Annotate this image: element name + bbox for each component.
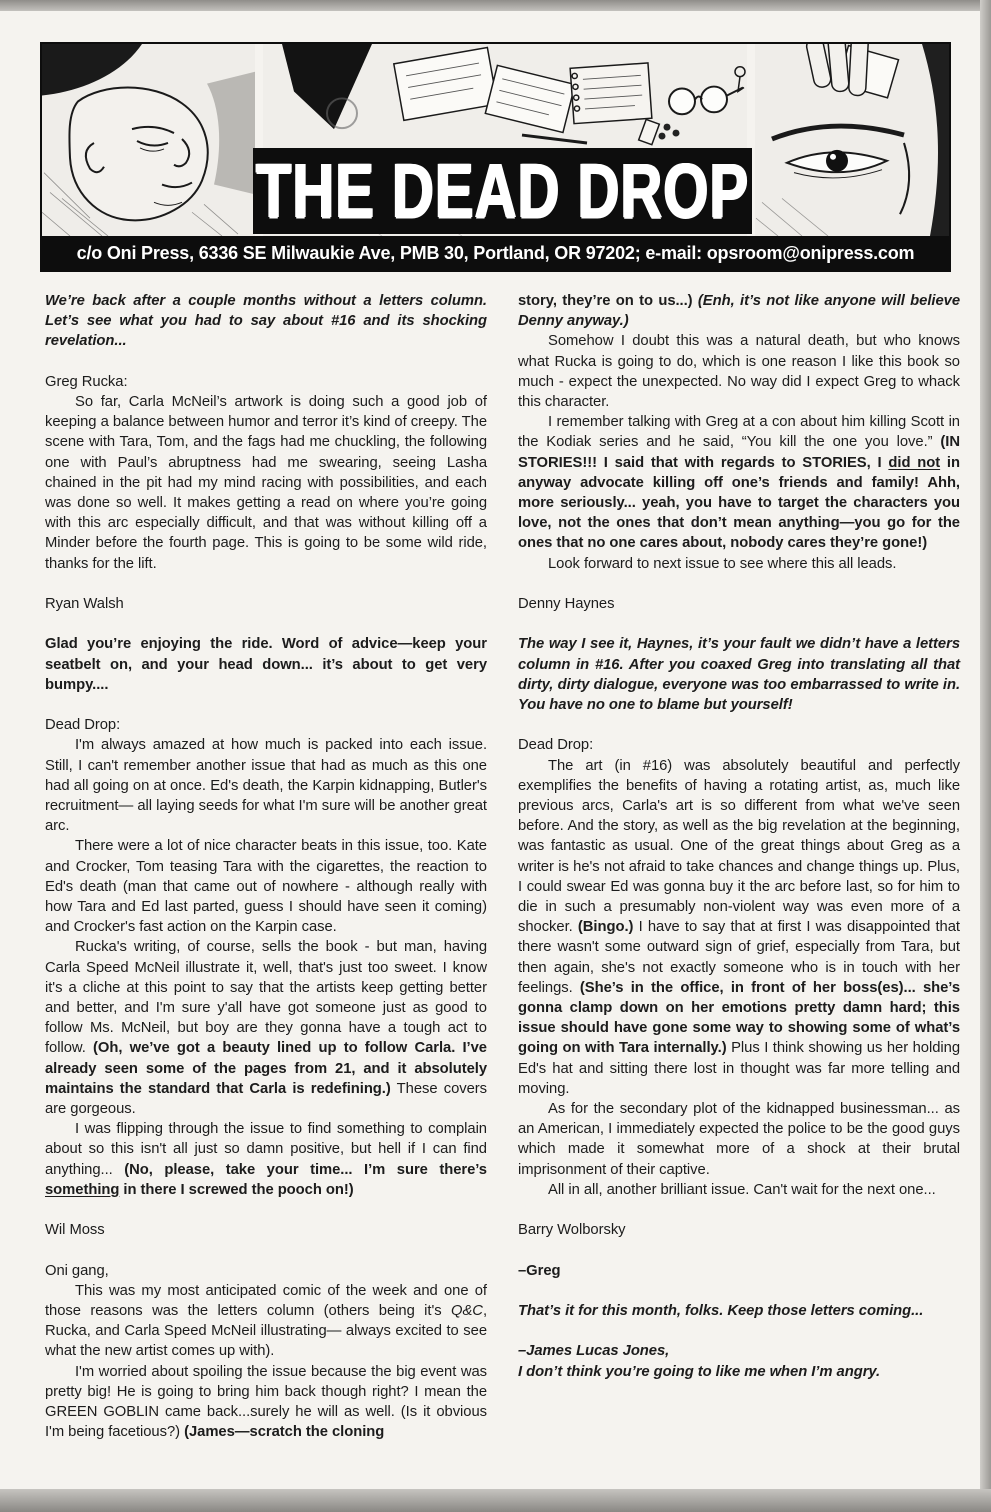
text-run: (IN STORIES!!! I said that with regards to STORIES, I [518, 434, 960, 471]
letter-paragraph [45, 937, 487, 1119]
text-run: I'm worried about spoiling the issue because the big event was pretty big! He is going to bring him back though right? I mean the GREEN GOBLIN came back...surely he will as well. (Is it obvious I'm being facetious?) [45, 1363, 487, 1441]
text-run: (Oh, we’ve got a beauty lined up to follow Carla. I’ve already seen some of the pages from 21, and it absolutely maintains the standard that Carla is redefining.) [45, 1040, 487, 1097]
letter-paragraph [518, 1180, 960, 1200]
letter-paragraph [45, 1362, 487, 1443]
text-run: I don’t think you’re going to like me when I’m angry. [518, 1363, 881, 1380]
text-run: I have to say that at first I was disappointed that there wasn't some outward sign of grief, especially from Tara, but then again, she's not exactly someone who is in touch with her feelings. [518, 919, 960, 996]
text-run: That’s it for this month, folks. Keep those letters coming... [518, 1303, 924, 1320]
dead-man-face-art [42, 44, 255, 236]
letter-paragraph [45, 836, 487, 937]
text-run: Ryan Walsh [45, 596, 124, 613]
text-run: (Enh, it’s not like anyone will believe Denny anyway.) [518, 293, 961, 330]
closing-tagline [518, 1362, 960, 1382]
letter-paragraph [45, 1119, 487, 1200]
letter-paragraph [518, 554, 960, 574]
title-box [253, 148, 752, 234]
salutation-dead-drop [45, 715, 487, 735]
letter-paragraph [45, 392, 487, 574]
text-run: Oni gang, [45, 1262, 109, 1279]
signature-wil-moss [45, 1220, 487, 1240]
text-run: Denny Haynes [518, 596, 615, 613]
letter-paragraph [45, 1281, 487, 1362]
right-column [518, 291, 960, 1442]
signature-james-lucas-jones [518, 1341, 960, 1361]
text-run: in anyway advocate killing off one’s friends and family! Ahh, more seriously... yeah, you have to target the characters you love, not the ones that don’t mean anything—you go for the ones that no one cares about, nobody cares they’re gone!) [518, 454, 960, 552]
scan-edge-top [0, 0, 991, 11]
page-title: THE DEAD DROP [255, 148, 750, 234]
text-run: story, they’re on to us...) [518, 293, 698, 309]
text-run: We’re back after a couple months without a letters column. Let’s see what you had to say about #16 and its shocking revelation... [45, 293, 487, 350]
letter-paragraph [518, 412, 960, 553]
intro-note [45, 291, 487, 352]
text-run: , Rucka, and Carla Speed McNeil illustrating— always excited to see what the new artist comes up with). [45, 1303, 487, 1360]
address-bar [42, 236, 949, 270]
scan-edge-bottom [0, 1489, 991, 1512]
text-run: I was flipping through the issue to find something to complain about so this isn't all just so damn positive, but hell if I can find anything... [45, 1121, 487, 1178]
text-run: (No, please, take your time... I’m sure there’s [124, 1161, 487, 1178]
editor-reply [518, 634, 960, 715]
text-run: All in all, another brilliant issue. Can't wait for the next one... [548, 1181, 936, 1198]
text-run: Plus I think showing us her holding Ed's hat and sitting there lost in thought was far more telling and moving. [518, 1040, 960, 1097]
text-run: There were a lot of nice character beats in this issue, too. Kate and Crocker, Tom teasing Tara with the cigarettes, the reaction to Ed's death (man that came out of nowhere - although really with how Tara and Ed last parted, guess I should have seen it coming) and Crocker's fast action on the Karpin case. [45, 838, 487, 936]
text-run: something [45, 1181, 120, 1198]
text-run: I'm always amazed at how much is packed into each issue. Still, I can't remember another issue that had as much as this one had all going on at once. Ed's death, the Karpin kidnapping, Butler's recruitment— all laying seeds for what I'm sure will be another great arc. [45, 737, 487, 835]
text-run: Look forward to next issue to see where this all leads. [548, 555, 897, 572]
text-run: –James Lucas Jones, [518, 1343, 670, 1360]
text-run: The art (in #16) was absolutely beautiful and perfectly exemplifies the benefits of having a rotating artist, as, much like previous arcs, Carla's art is so different from what we've seen before. And the story, as well as the big revelation at the beginning, was fantastic as usual. One of the great things about Greg as a writer is he's not afraid to take chances and change things up. Plus, I could swear Ed was gonna buy it the arc before last, so for him to die in such a presumably non-violent way was even more of a shocker. [518, 757, 960, 936]
salutation-oni-gang [45, 1261, 487, 1281]
text-run: I remember talking with Greg at a con about him killing Scott in the Kodiak series and he said, “You kill the one you love.” [518, 414, 960, 451]
text-run: Somehow I doubt this was a natural death, but who knows what Rucka is going to do, which is one reason I like this book so much - expect the unexpected. No way did I expect Greg to whack this character. [518, 333, 960, 411]
letter-paragraph [518, 756, 960, 1099]
text-run: Rucka's writing, of course, sells the book - but man, having Carla Speed McNeil illustrate it, well, that's just too sweet. I know it's a cliche at this point to say that the artists keep getting better and better, and I'm sure y'all have got someone just as good to follow Ms. McNeil, but boy are they gonna have a tough act to follow. [45, 939, 487, 1057]
text-run: Wil Moss [45, 1222, 105, 1239]
text-run: did not [888, 454, 941, 471]
eye-and-hand-art [755, 44, 949, 236]
text-run: Barry Wolborsky [518, 1222, 626, 1239]
text-run: These covers are gorgeous. [45, 1080, 488, 1118]
text-run: in there I screwed the pooch on!) [119, 1181, 354, 1198]
letters-columns [45, 291, 960, 1442]
signature-greg [518, 1261, 960, 1281]
signature-ryan-walsh [45, 594, 487, 614]
text-run: Dead Drop: [45, 717, 121, 734]
left-column [45, 291, 487, 1442]
header-banner [40, 42, 951, 272]
text-run: So far, Carla McNeil’s artwork is doing such a good job of keeping a balance between humor and terror it’s kind of creepy. The scene with Tara, Tom, and the fags had me chuckling, the following one with Paul’s abruptness had me swearing, seeing Lasha chained in the pit had my mind racing with possibilities, and each was done so well. It makes getting a read on where you’re going with this arc especially difficult, and that was without killing off a Minder before the fourth page. This is going to be some wild ride, thanks for the lift. [45, 394, 487, 572]
text-run: –Greg [518, 1262, 561, 1279]
text-run: (Bingo.) [577, 919, 634, 936]
editor-reply [45, 634, 487, 695]
text-run: As for the secondary plot of the kidnapped businessman... as an American, I immediately expected the police to be the good guys which made it somewhat more of a shock at their brutal imprisonment of their captive. [518, 1101, 960, 1178]
scan-edge-right [980, 0, 991, 1512]
address-text: c/o Oni Press, 6336 SE Milwaukie Ave, PMB 30, Portland, OR 97202; e-mail: opsroom@onipress.com [76, 242, 915, 263]
salutation-dead-drop [518, 735, 960, 755]
letter-paragraph [518, 1099, 960, 1180]
letter-paragraph [45, 735, 487, 836]
text-run: Greg Rucka: [45, 373, 128, 390]
letter-paragraph-continued [518, 291, 960, 331]
text-run: Dead Drop: [518, 737, 594, 754]
closing-note [518, 1301, 960, 1321]
text-run: This was my most anticipated comic of the week and one of those reasons was the letters column (others being it's [45, 1282, 487, 1320]
text-run: The way I see it, Haynes, it’s your fault we didn’t have a letters column in #16. After you coaxed Greg into translating all that dirty, dirty dialogue, everyone was too embarrassed to write in. You have no one to blame but yourself! [518, 636, 960, 714]
salutation-greg-rucka [45, 372, 487, 392]
text-run: (James—scratch the cloning [184, 1424, 385, 1441]
signature-denny-haynes [518, 594, 960, 614]
text-run: (She’s in the office, in front of her boss(es)... she’s gonna clamp down on her emotions pretty damn hard; this issue should have gone some way to showing some of what’s going on with Tara internally.) [518, 979, 960, 1057]
signature-barry-wolborsky [518, 1220, 960, 1240]
text-run: Q&C [451, 1303, 483, 1320]
text-run: Glad you’re enjoying the ride. Word of advice—keep your seatbelt on, and your head down... it’s about to get very bumpy.... [45, 636, 487, 693]
letter-paragraph [518, 331, 960, 412]
